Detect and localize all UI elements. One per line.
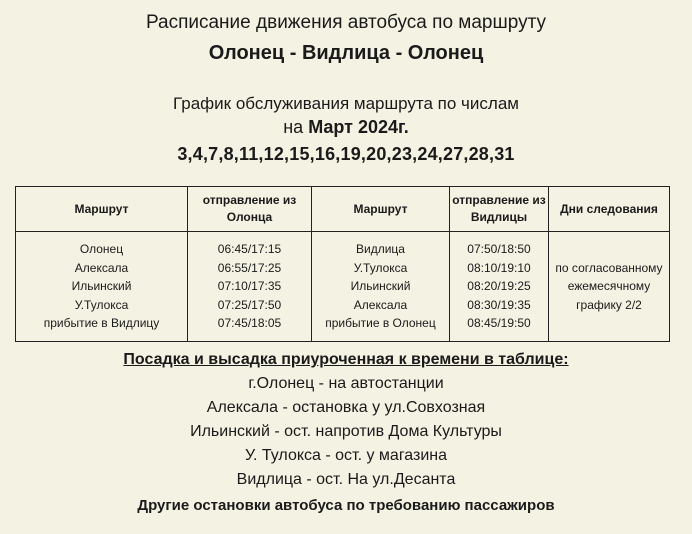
- header-route-return: Маршрут: [312, 187, 450, 232]
- departure-time: 06:45/17:15: [217, 242, 282, 256]
- departure-time: 07:25/17:50: [217, 297, 282, 312]
- header-route: Маршрут: [16, 187, 188, 232]
- schedule-table: [15, 186, 670, 342]
- stops-from-vidlitsa: [312, 232, 450, 342]
- departure-time: 07:50/18:50: [467, 242, 531, 256]
- table-header-row: [16, 187, 670, 232]
- stop-name: прибытие в Видлицу: [43, 316, 160, 330]
- departure-time: 07:10/17:35: [217, 279, 282, 293]
- header-days: Дни следования: [549, 187, 670, 232]
- departure-time: 08:10/19:10: [467, 260, 531, 275]
- note-item: Алексала - остановка у ул.Совхозная: [206, 399, 486, 416]
- note-item: Видлица - ост. На ул.Десанта: [236, 471, 456, 488]
- document-title: Расписание движения автобуса по маршруту: [145, 12, 546, 33]
- stop-name: Ильинский: [350, 279, 411, 293]
- service-dates: 3,4,7,8,11,12,15,16,19,20,23,24,27,28,31: [177, 144, 515, 164]
- note-item: У. Тулокса - ост. у магазина: [244, 447, 448, 464]
- departure-time: 07:45/18:05: [217, 316, 282, 330]
- month-prefix: на: [283, 117, 304, 137]
- header-departure-olonets: отправление из Олонца: [188, 187, 312, 232]
- stop-name: Олонец: [79, 242, 124, 256]
- departure-time: 08:30/19:35: [467, 297, 531, 312]
- note-item: г.Олонец - на автостанции: [248, 375, 444, 392]
- departure-time: 08:45/19:50: [467, 316, 531, 330]
- schedule-header: График обслуживания маршрута по числам: [173, 94, 519, 113]
- route-name: Олонец - Видлица - Олонец: [208, 42, 484, 64]
- stop-name: Ильинский: [71, 279, 132, 293]
- stop-name: У.Тулокса: [353, 260, 408, 275]
- stop-name: Алексала: [353, 297, 408, 312]
- departure-time: 08:20/19:25: [467, 279, 531, 293]
- service-days: по согласованному ежемесячному графику 2/2: [549, 232, 670, 342]
- stop-name: У.Тулокса: [74, 297, 129, 312]
- stop-name: прибытие в Олонец: [325, 316, 436, 330]
- table-row: [16, 232, 670, 342]
- stop-name: Видлица: [356, 242, 405, 256]
- times-from-olonets: [188, 232, 312, 342]
- notes-title: Посадка и высадка приуроченная к времени в таблице:: [123, 351, 569, 368]
- other-stops-note: Другие остановки автобуса по требованию пассажиров: [137, 497, 555, 514]
- departure-time: 06:55/17:25: [217, 260, 282, 275]
- times-from-vidlitsa: [450, 232, 549, 342]
- note-item: Ильинский - ост. напротив Дома Культуры: [190, 423, 502, 440]
- header-departure-vidlitsa: отправление из Видлицы: [450, 187, 549, 232]
- month: Март 2024г.: [308, 117, 409, 137]
- stops-from-olonets: [16, 232, 188, 342]
- stop-name: Алексала: [74, 260, 129, 275]
- month-line: [0, 117, 692, 138]
